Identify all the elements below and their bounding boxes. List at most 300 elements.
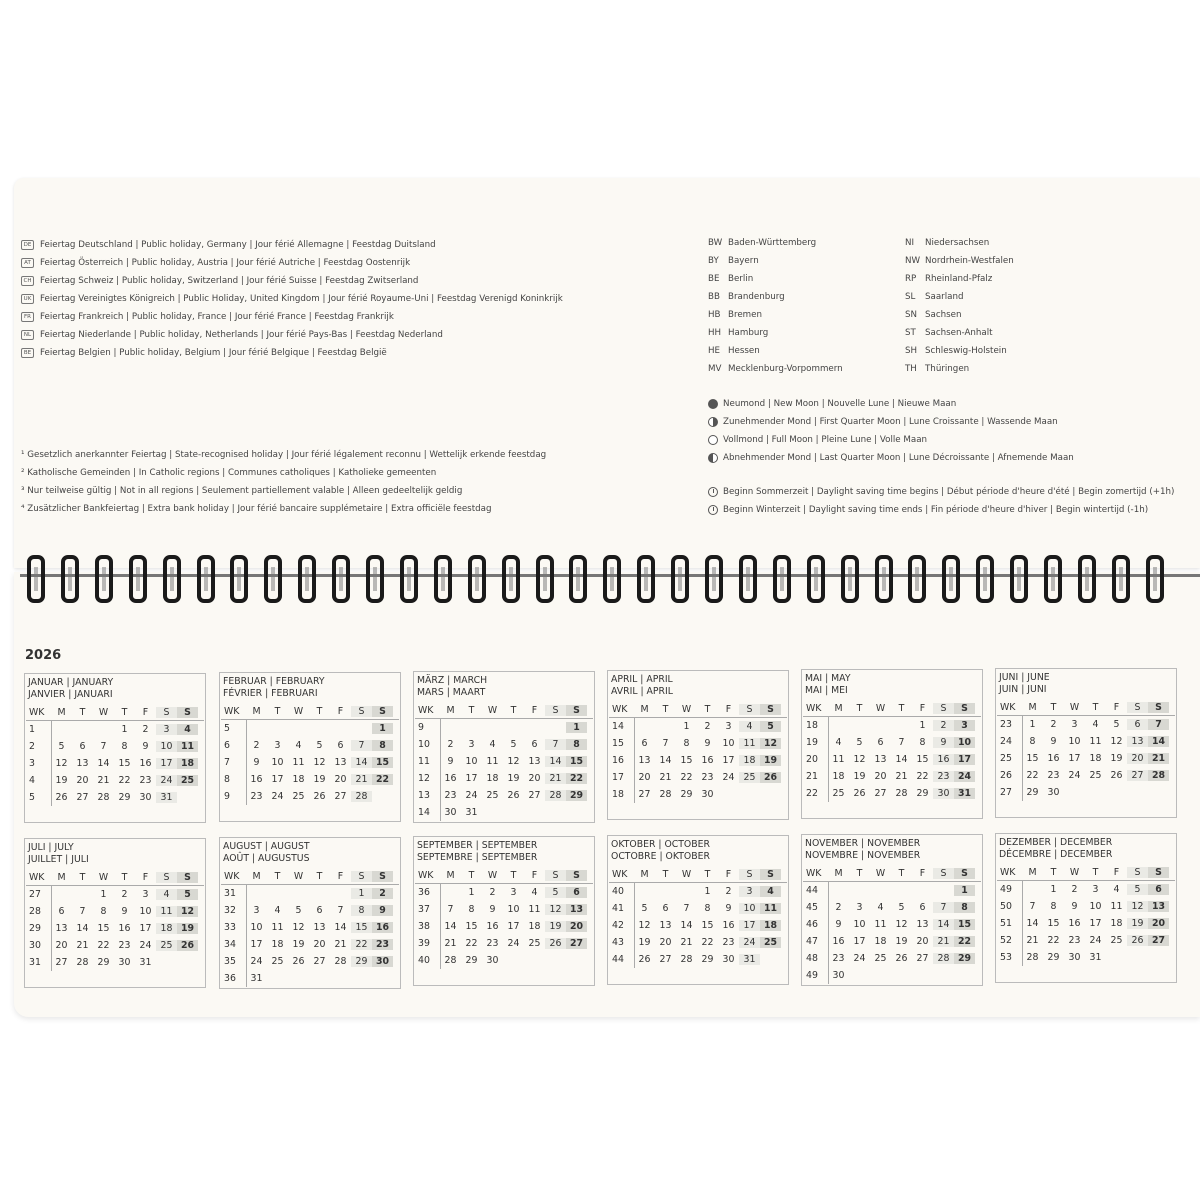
state-name: Rheinland-Pfalz <box>925 274 993 284</box>
weekday-header: W <box>875 702 886 714</box>
day-cell: 11 <box>292 757 305 768</box>
week-number: 43 <box>612 937 624 948</box>
day-cell: 20 <box>1127 753 1148 764</box>
day-cell: 27 <box>334 791 347 802</box>
day-cell: 15 <box>954 919 975 930</box>
day-cell: 4 <box>274 905 281 916</box>
day-cell: 16 <box>139 758 152 769</box>
legend-text: Feiertag Vereinigtes Königreich | Public Holiday, United Kingdom | Jour férié Royaume-Uni | Feestdag Verenigd Koninkrijk <box>40 294 563 304</box>
day-cell: 5 <box>510 739 517 750</box>
day-cell: 28 <box>76 957 89 968</box>
day-cell: 19 <box>55 775 68 786</box>
day-cell: 20 <box>76 775 89 786</box>
day-cell: 1 <box>954 885 975 896</box>
week-row <box>221 902 399 919</box>
day-cell: 4 <box>156 889 177 900</box>
month-calendar <box>413 671 595 823</box>
moon-phase-row <box>708 413 1058 431</box>
legend-text: Feiertag Deutschland | Public holiday, Germany | Jour férié Allemagne | Feestdag Duitsland <box>40 240 436 250</box>
weekday-header: W <box>681 703 692 715</box>
day-cell: 8 <box>351 905 372 916</box>
day-cell: 7 <box>100 741 107 752</box>
week-row <box>803 785 981 802</box>
day-cell: 9 <box>725 903 732 914</box>
day-cell: 1 <box>704 886 711 897</box>
day-cell: 11 <box>874 919 887 930</box>
week-row <box>997 750 1175 767</box>
day-cell: 15 <box>1047 918 1060 929</box>
day-cell: 17 <box>1089 918 1102 929</box>
week-column-divider <box>51 886 52 971</box>
week-number: 40 <box>418 955 430 966</box>
week-header: WK <box>612 868 628 880</box>
day-cell: 21 <box>1148 753 1169 764</box>
month-grid <box>415 702 593 821</box>
week-row <box>609 917 787 934</box>
day-cell: 26 <box>853 788 866 799</box>
week-row <box>221 953 399 970</box>
week-number: 25 <box>1000 753 1012 764</box>
day-cell: 21 <box>545 773 566 784</box>
day-cell: 30 <box>1068 952 1081 963</box>
day-cell: 15 <box>372 757 393 768</box>
weekday-header: W <box>293 870 304 882</box>
day-cell: 25 <box>486 790 499 801</box>
day-cell: 19 <box>760 755 781 766</box>
week-row <box>997 915 1175 932</box>
day-cell: 30 <box>139 792 152 803</box>
week-number: 31 <box>29 957 41 968</box>
day-cell: 22 <box>954 936 975 947</box>
day-cell: 28 <box>351 791 372 802</box>
day-cell: 9 <box>142 741 149 752</box>
day-cell: 31 <box>739 954 760 965</box>
weekday-header: S <box>1127 702 1148 713</box>
day-cell: 15 <box>680 755 693 766</box>
day-cell: 12 <box>545 904 566 915</box>
day-cell: 6 <box>641 738 648 749</box>
week-row <box>803 933 981 950</box>
day-cell: 8 <box>954 902 975 913</box>
weekday-header-row <box>803 700 981 717</box>
week-header: WK <box>418 704 434 716</box>
weekday-header: T <box>468 704 475 716</box>
week-number: 46 <box>806 919 818 930</box>
weekday-header: M <box>252 870 261 882</box>
weekday-header: W <box>293 705 304 717</box>
weekday-header: M <box>446 704 455 716</box>
week-number: 9 <box>224 791 230 802</box>
day-cell: 29 <box>118 792 131 803</box>
day-cell: 23 <box>722 937 735 948</box>
day-cell: 31 <box>250 973 263 984</box>
day-cell: 16 <box>933 754 954 765</box>
weekday-header-row <box>415 867 593 884</box>
state-row <box>905 234 1014 252</box>
day-cell: 6 <box>79 741 86 752</box>
day-cell: 15 <box>566 756 587 767</box>
week-row <box>415 935 593 952</box>
state-row <box>905 252 1014 270</box>
day-cell: 9 <box>704 738 711 749</box>
week-row <box>221 771 399 788</box>
day-cell: 25 <box>292 791 305 802</box>
weekday-header-row <box>415 702 593 719</box>
state-name: Berlin <box>728 274 754 284</box>
day-cell: 25 <box>832 788 845 799</box>
day-cell: 1 <box>1029 719 1036 730</box>
day-cell: 8 <box>683 738 690 749</box>
day-cell: 24 <box>271 791 284 802</box>
week-row <box>997 733 1175 750</box>
state-name: Hessen <box>728 346 760 356</box>
day-cell: 4 <box>1113 884 1120 895</box>
day-cell: 30 <box>701 789 714 800</box>
spiral-coil <box>434 555 452 603</box>
week-row <box>609 752 787 769</box>
state-row <box>708 306 843 324</box>
week-row <box>221 936 399 953</box>
day-cell: 11 <box>1089 736 1102 747</box>
spiral-coil <box>1078 555 1096 603</box>
day-cell: 24 <box>954 771 975 782</box>
weekday-header: F <box>1113 701 1120 713</box>
day-cell: 26 <box>313 791 326 802</box>
day-cell: 12 <box>313 757 326 768</box>
week-number: 14 <box>612 721 624 732</box>
moon-phase-text: Abnehmender Mond | Last Quarter Moon | Lune Décroissante | Afnemende Maan <box>723 453 1074 463</box>
day-cell: 29 <box>916 788 929 799</box>
week-number: 5 <box>224 723 230 734</box>
weekday-header: S <box>351 871 372 882</box>
day-cell: 15 <box>97 923 110 934</box>
week-number: 28 <box>29 906 41 917</box>
weekday-header: F <box>142 871 149 883</box>
day-cell: 5 <box>641 903 648 914</box>
week-row <box>609 769 787 786</box>
weekday-header: M <box>446 869 455 881</box>
day-cell: 9 <box>372 905 393 916</box>
weekday-header: F <box>1113 866 1120 878</box>
month-name-primary: AUGUST | AUGUST <box>223 841 310 852</box>
spiral-coil <box>468 555 486 603</box>
month-name-primary: APRIL | APRIL <box>611 674 673 685</box>
month-calendar <box>219 837 401 989</box>
day-cell: 13 <box>76 758 89 769</box>
weekday-header: T <box>1092 701 1099 713</box>
day-cell: 18 <box>1089 753 1102 764</box>
day-cell: 10 <box>156 741 177 752</box>
weekday-header: M <box>640 868 649 880</box>
day-cell: 13 <box>916 919 929 930</box>
weekday-header-row <box>221 868 399 885</box>
month-calendar <box>24 673 206 823</box>
weekday-header: S <box>933 703 954 714</box>
day-cell: 5 <box>545 887 566 898</box>
weekday-header: S <box>739 869 760 880</box>
day-cell: 11 <box>156 906 177 917</box>
weekday-header-row <box>609 701 787 718</box>
weekday-header: T <box>79 871 86 883</box>
moon-phase-text: Zunehmender Mond | First Quarter Moon | Lune Croissante | Wassende Maan <box>723 417 1058 427</box>
month-title <box>999 672 1050 696</box>
month-calendar <box>607 835 789 985</box>
spiral-coil <box>366 555 384 603</box>
day-cell: 18 <box>874 936 887 947</box>
day-cell: 14 <box>334 922 347 933</box>
weekday-header: S <box>545 870 566 881</box>
first-quarter-moon-icon <box>708 417 718 427</box>
day-cell: 22 <box>351 939 372 950</box>
day-cell: 18 <box>292 774 305 785</box>
day-cell: 17 <box>722 755 735 766</box>
day-cell: 30 <box>444 807 457 818</box>
day-cell: 31 <box>954 788 975 799</box>
legend-row <box>21 255 410 271</box>
week-row <box>803 768 981 785</box>
weekday-header: T <box>316 870 323 882</box>
state-code: TH <box>905 364 917 374</box>
day-cell: 14 <box>933 919 954 930</box>
legend-text: Feiertag Niederlande | Public holiday, Netherlands | Jour férié Pays-Bas | Feestdag Nederland <box>40 330 443 340</box>
weekday-header-row <box>26 704 204 721</box>
day-cell: 18 <box>177 758 198 769</box>
spiral-coil <box>807 555 825 603</box>
week-header: WK <box>612 703 628 715</box>
spiral-coil <box>637 555 655 603</box>
day-cell: 5 <box>1113 719 1120 730</box>
day-cell: 14 <box>76 923 89 934</box>
weekday-header: T <box>704 703 711 715</box>
week-header: WK <box>806 867 822 879</box>
week-row <box>997 932 1175 949</box>
day-cell: 8 <box>372 740 393 751</box>
spiral-coil <box>875 555 893 603</box>
month-name-secondary: SEPTEMBRE | SEPTEMBER <box>417 852 538 863</box>
day-cell: 27 <box>76 792 89 803</box>
day-cell: 17 <box>271 774 284 785</box>
day-cell: 20 <box>334 774 347 785</box>
day-cell: 19 <box>895 936 908 947</box>
week-number: 7 <box>224 757 230 768</box>
moon-phase-row <box>708 449 1074 467</box>
state-name: Baden-Württemberg <box>728 238 817 248</box>
month-title <box>611 839 710 863</box>
weekday-header: M <box>834 702 843 714</box>
month-name-primary: JUNI | JUNE <box>999 672 1050 683</box>
week-row <box>415 753 593 770</box>
weekday-header: S <box>566 705 587 716</box>
day-cell: 15 <box>351 922 372 933</box>
week-header: WK <box>418 869 434 881</box>
state-row <box>708 270 843 288</box>
day-cell: 28 <box>659 789 672 800</box>
weekday-header: S <box>545 705 566 716</box>
state-row <box>708 324 843 342</box>
day-cell: 21 <box>1026 935 1039 946</box>
week-number: 33 <box>224 922 236 933</box>
week-column-divider <box>634 883 635 968</box>
day-cell: 27 <box>566 938 587 949</box>
day-cell: 25 <box>760 937 781 948</box>
day-cell: 5 <box>760 721 781 732</box>
day-cell: 24 <box>507 938 520 949</box>
day-cell: 8 <box>100 906 107 917</box>
month-grid <box>415 867 593 969</box>
spiral-coil <box>942 555 960 603</box>
week-row <box>609 934 787 951</box>
weekday-header: T <box>468 869 475 881</box>
clock-back-icon <box>708 505 718 515</box>
day-cell: 29 <box>566 790 587 801</box>
state-row <box>905 288 1014 306</box>
state-code: BY <box>708 256 719 266</box>
day-cell: 17 <box>954 754 975 765</box>
weekday-header: W <box>875 867 886 879</box>
weekday-header: T <box>510 704 517 716</box>
week-number: 36 <box>224 973 236 984</box>
day-cell: 7 <box>545 739 566 750</box>
month-grid <box>609 866 787 968</box>
week-number: 2 <box>29 741 35 752</box>
week-column-divider <box>246 720 247 805</box>
day-cell: 24 <box>722 772 735 783</box>
weekday-header: F <box>919 702 926 714</box>
day-cell: 9 <box>447 756 454 767</box>
week-number: 49 <box>806 970 818 981</box>
weekday-header: T <box>898 867 905 879</box>
spiral-coil <box>163 555 181 603</box>
week-number: 19 <box>806 737 818 748</box>
day-cell: 29 <box>701 954 714 965</box>
week-column-divider <box>440 719 441 821</box>
legend-text: Feiertag Belgien | Public holiday, Belgium | Jour férié Belgique | Feestdag België <box>40 348 387 358</box>
day-cell: 8 <box>919 737 926 748</box>
month-title <box>223 676 325 700</box>
day-cell: 2 <box>253 740 260 751</box>
day-cell: 26 <box>1110 770 1123 781</box>
weekday-header-row <box>609 866 787 883</box>
day-cell: 3 <box>510 887 517 898</box>
state-code: HB <box>708 310 721 320</box>
day-cell: 22 <box>916 771 929 782</box>
state-name: Brandenburg <box>728 292 785 302</box>
month-name-secondary: NOVEMBRE | NOVEMBER <box>805 850 921 861</box>
week-number: 32 <box>224 905 236 916</box>
weekday-header: F <box>725 703 732 715</box>
states-list-right <box>905 234 1014 378</box>
legend-text: Feiertag Österreich | Public holiday, Austria | Jour férié Autriche | Feestdag Oostenrijk <box>40 258 411 268</box>
week-number: 8 <box>224 774 230 785</box>
day-cell: 18 <box>760 920 781 931</box>
day-cell: 19 <box>853 771 866 782</box>
day-cell: 16 <box>118 923 131 934</box>
day-cell: 3 <box>1092 884 1099 895</box>
day-cell: 20 <box>313 939 326 950</box>
country-code-badge: CH <box>21 276 34 286</box>
day-cell: 7 <box>1148 719 1169 730</box>
day-cell: 5 <box>1127 884 1148 895</box>
day-cell: 10 <box>271 757 284 768</box>
week-row <box>803 882 981 899</box>
day-cell: 4 <box>739 721 760 732</box>
day-cell: 23 <box>701 772 714 783</box>
month-calendar <box>995 668 1177 818</box>
weekday-header-row <box>997 699 1175 716</box>
weekday-header: S <box>954 703 975 714</box>
week-row <box>997 898 1175 915</box>
week-number: 52 <box>1000 935 1012 946</box>
day-cell: 11 <box>271 922 284 933</box>
day-cell: 3 <box>725 721 732 732</box>
day-cell: 12 <box>760 738 781 749</box>
day-cell: 14 <box>351 757 372 768</box>
moon-phase-text: Vollmond | Full Moon | Pleine Lune | Volle Maan <box>723 435 928 445</box>
day-cell: 3 <box>856 902 863 913</box>
week-row <box>26 920 204 937</box>
week-row <box>803 751 981 768</box>
weekday-header: S <box>1127 867 1148 878</box>
month-grid <box>997 699 1175 801</box>
state-name: Nordrhein-Westfalen <box>925 256 1014 266</box>
day-cell: 13 <box>313 922 326 933</box>
weekday-header: M <box>252 705 261 717</box>
week-number: 45 <box>806 902 818 913</box>
day-cell: 24 <box>139 940 152 951</box>
last-quarter-moon-icon <box>708 453 718 463</box>
week-number: 48 <box>806 953 818 964</box>
state-row <box>708 342 843 360</box>
day-cell: 8 <box>468 904 475 915</box>
state-row <box>905 306 1014 324</box>
week-number: 49 <box>1000 884 1012 895</box>
day-cell: 7 <box>662 738 669 749</box>
weekday-header: T <box>898 702 905 714</box>
weekday-header: S <box>156 707 177 718</box>
week-header: WK <box>29 871 45 883</box>
week-row <box>221 788 399 805</box>
day-cell: 8 <box>704 903 711 914</box>
spiral-coil <box>95 555 113 603</box>
month-name-primary: NOVEMBER | NOVEMBER <box>805 838 921 849</box>
week-number: 12 <box>418 773 430 784</box>
day-cell: 22 <box>1026 770 1039 781</box>
day-cell: 2 <box>725 886 732 897</box>
spiral-coil <box>603 555 621 603</box>
footnote-text: ¹ Gesetzlich anerkannter Feiertag | State-recognised holiday | Jour férié légalement reconnu | Wettelijk erkende feestdag <box>21 450 547 460</box>
day-cell: 2 <box>447 739 454 750</box>
day-cell: 8 <box>1050 901 1057 912</box>
week-row <box>609 951 787 968</box>
day-cell: 21 <box>680 937 693 948</box>
day-cell: 5 <box>316 740 323 751</box>
day-cell: 17 <box>853 936 866 947</box>
week-number: 27 <box>29 889 41 900</box>
year-label: 2026 <box>25 648 62 663</box>
state-name: Bremen <box>728 310 762 320</box>
weekday-header: S <box>351 706 372 717</box>
week-header: WK <box>29 706 45 718</box>
full-moon-icon <box>708 435 718 445</box>
weekday-header: T <box>856 702 863 714</box>
day-cell: 26 <box>507 790 520 801</box>
day-cell: 29 <box>97 957 110 968</box>
spiral-coil <box>1112 555 1130 603</box>
day-cell: 28 <box>933 953 954 964</box>
dst-row <box>708 483 1174 501</box>
day-cell: 6 <box>919 902 926 913</box>
day-cell: 2 <box>835 902 842 913</box>
